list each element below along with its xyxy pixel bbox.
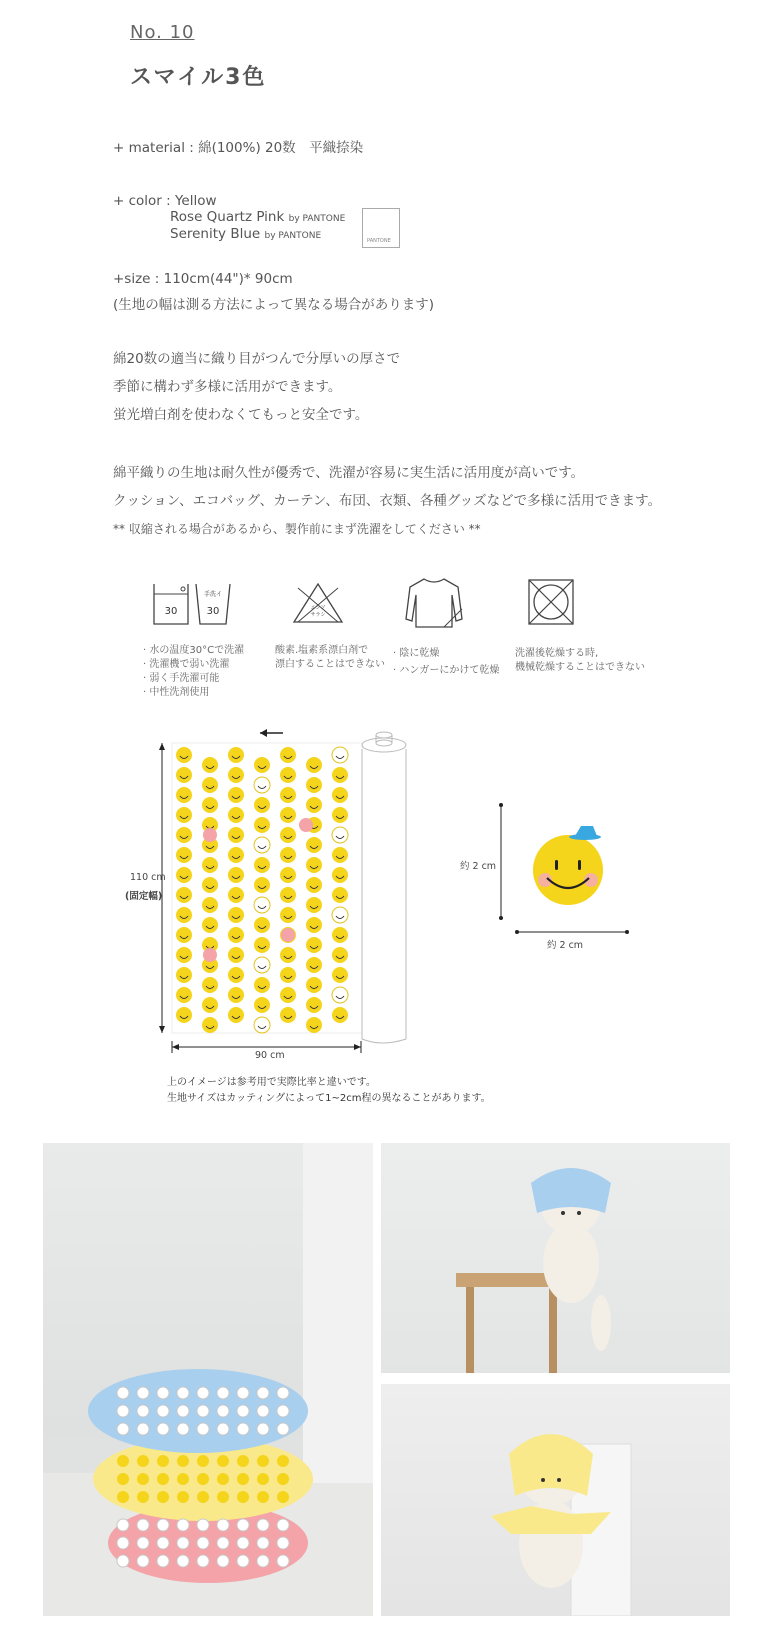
smiley-motif [332, 987, 348, 1003]
smiley-motif [332, 807, 348, 823]
bear-yellow-illustration [381, 1384, 730, 1616]
smiley-motif [202, 797, 218, 813]
smiley-motif [280, 987, 296, 1003]
hand-wash-temp-text: 30 [206, 606, 220, 617]
pantone-credit: by PANTONE [288, 214, 346, 224]
cushion-dot [157, 1491, 169, 1503]
pantone-logo: PANTONE [362, 208, 400, 248]
color-spec: + color : Yellow [113, 193, 217, 209]
smiley-motif [176, 807, 192, 823]
motif-height-label: 約 2 cm [460, 861, 497, 872]
smiley-motif [280, 887, 296, 903]
smiley-motif [280, 827, 296, 843]
smiley-motif [332, 827, 348, 843]
cushion-dot [117, 1423, 129, 1435]
description-block-1 [113, 345, 400, 429]
smiley-motif [332, 747, 348, 763]
cushion-dot [177, 1423, 189, 1435]
cushion-dot [217, 1423, 229, 1435]
cushion-dot [217, 1405, 229, 1417]
smiley-motif [280, 907, 296, 923]
cushion-dot [117, 1405, 129, 1417]
cushion-dot [277, 1423, 289, 1435]
cushion-dot [237, 1491, 249, 1503]
smiley-motif [176, 787, 192, 803]
smiley-motif [254, 937, 270, 953]
smiley-motif [254, 757, 270, 773]
smiley-motif [202, 1017, 218, 1033]
note-line: 生地サイズはカッティングによって1~2cm程の異なることがあります。 [167, 1093, 491, 1104]
cushion-dot [137, 1491, 149, 1503]
hang-dry-shade-icon [404, 575, 464, 631]
fixed-width-label: (固定幅) [125, 891, 163, 902]
smiley-motif [228, 947, 244, 963]
smiley-motif [176, 947, 192, 963]
care-caption-3: · 陰に乾燥 · ハンガーにかけて乾燥 [393, 648, 500, 676]
cushion-dot [197, 1387, 209, 1399]
cushion-dot [217, 1473, 229, 1485]
cushion-dot [137, 1519, 149, 1531]
cushion-dot [117, 1537, 129, 1549]
svg-text:サラシ: サラシ [310, 612, 326, 618]
cushion-dot [217, 1387, 229, 1399]
hand-wash-text: 手洗イ [203, 591, 223, 598]
smiley-motif [254, 777, 270, 793]
cushion-dot [257, 1537, 269, 1549]
bear-blue-illustration [381, 1143, 730, 1373]
smiley-motif [202, 997, 218, 1013]
wash-temp-text: 30 [164, 606, 178, 617]
smiley-motif [254, 857, 270, 873]
cushion-dot [177, 1473, 189, 1485]
reference-note [167, 1075, 491, 1107]
smiley-motif [306, 937, 322, 953]
motif-size-diagram [495, 800, 635, 940]
cushion-dot [157, 1519, 169, 1531]
smiley-motif [202, 877, 218, 893]
cushion-dot [197, 1555, 209, 1567]
description-line: ** 収縮される場合があるから、製作前にまず洗濯をしてください ** [113, 522, 481, 536]
cushion-dot [197, 1455, 209, 1467]
smiley-motif [306, 957, 322, 973]
cushion-dot [197, 1423, 209, 1435]
smiley-motif [228, 987, 244, 1003]
cushion-dot [177, 1555, 189, 1567]
smiley-motif [202, 917, 218, 933]
smiley-motif [202, 777, 218, 793]
smiley-motif [228, 887, 244, 903]
cushion-dot [157, 1423, 169, 1435]
care-caption-2: 酸素.塩素系漂白剤で 漂白することはできない [275, 645, 385, 670]
smiley-motif [280, 947, 296, 963]
cushion-dot [197, 1519, 209, 1531]
smiley-motif [332, 767, 348, 783]
smiley-motif [176, 967, 192, 983]
smiley-motif [332, 1007, 348, 1023]
material-spec: + material : 綿(100%) 20数 平織捺染 [113, 140, 364, 156]
cushion-dot [177, 1405, 189, 1417]
cushion-dot [257, 1473, 269, 1485]
no-bleach-icon [290, 580, 346, 626]
smiley-motif [306, 997, 322, 1013]
smiley-motif [306, 757, 322, 773]
smiley-motif [176, 767, 192, 783]
smiley-motif [254, 917, 270, 933]
smiley-motif [202, 757, 218, 773]
cushion-dot [237, 1519, 249, 1531]
cushion-dot [137, 1423, 149, 1435]
description-line: 綿平織りの生地は耐久性が優秀で、洗濯が容易に実生活に活用度が高いです。 [113, 465, 585, 481]
smiley-motif [332, 947, 348, 963]
smiley-motif [176, 987, 192, 1003]
smiley-motif [228, 787, 244, 803]
smiley-motif [228, 967, 244, 983]
smiley-motif [280, 967, 296, 983]
smiley-motif [254, 977, 270, 993]
smiley-motif [176, 927, 192, 943]
smiley-motif [306, 1017, 322, 1033]
smiley-motif [228, 807, 244, 823]
smiley-motif [280, 767, 296, 783]
smiley-motif [254, 797, 270, 813]
cushion-dot [237, 1537, 249, 1549]
cushion-dot [117, 1519, 129, 1531]
height-label: 110 cm [130, 872, 166, 883]
cushion-dot [137, 1455, 149, 1467]
smiley-motif [306, 797, 322, 813]
flower-motif [203, 948, 217, 962]
color-blue-label: Serenity Blue [170, 226, 261, 242]
smiley-motif [306, 857, 322, 873]
note-line: 上のイメージは参考用で実際比率と違いです。 [167, 1077, 376, 1088]
size-note: (生地の幅は測る方法によって異なる場合があります) [113, 297, 435, 313]
cushion-dot [237, 1387, 249, 1399]
no-tumble-dry-icon [527, 578, 575, 626]
smiley-motif [228, 767, 244, 783]
cushion-dot [137, 1405, 149, 1417]
cushion-dot [177, 1455, 189, 1467]
description-line: 蛍光増白剤を使わなくてもっと安全です。 [113, 407, 369, 423]
smiley-motif [254, 997, 270, 1013]
motif-width-label: 約 2 cm [547, 940, 584, 951]
smiley-motif [332, 907, 348, 923]
cushion-dot [237, 1455, 249, 1467]
cushion-dot [257, 1491, 269, 1503]
smiley-motif [176, 747, 192, 763]
cushion-dot [237, 1473, 249, 1485]
cushion-dot [257, 1423, 269, 1435]
cushion-dot [277, 1555, 289, 1567]
product-title: スマイル3色 [130, 65, 267, 90]
cushion-dot [177, 1387, 189, 1399]
smiley-motif [306, 897, 322, 913]
cushion-dot [277, 1491, 289, 1503]
smiley-motif [254, 817, 270, 833]
width-label: 90 cm [255, 1050, 285, 1061]
cushion-dot [237, 1405, 249, 1417]
cushion-dot [277, 1455, 289, 1467]
description-line: 季節に構わず多様に活用ができます。 [113, 379, 342, 395]
cushion-dot [257, 1519, 269, 1531]
product-number: No. 10 [130, 22, 195, 43]
care-caption-4: 洗濯後乾燥する時, 機械乾燥することはできない [515, 648, 645, 673]
smiley-motif [332, 847, 348, 863]
cushion-dot [137, 1555, 149, 1567]
cushion-dot [197, 1473, 209, 1485]
flower-motif [281, 928, 295, 942]
cushion-dot [157, 1555, 169, 1567]
cushion-dot [277, 1387, 289, 1399]
color-blue [170, 226, 321, 242]
cushion-dot [117, 1491, 129, 1503]
cushion-dot [217, 1519, 229, 1531]
smiley-motif [332, 787, 348, 803]
smiley-motif [280, 807, 296, 823]
smiley-motif [306, 917, 322, 933]
smiley-motif [280, 1007, 296, 1023]
cushion-dot [237, 1423, 249, 1435]
smiley-motif [228, 747, 244, 763]
cushion-dot [117, 1555, 129, 1567]
smiley-motif [228, 827, 244, 843]
smiley-motif [332, 887, 348, 903]
description-line: クッション、エコバッグ、カーテン、布団、衣類、各種グッズなどで多様に活用できます。 [113, 493, 662, 509]
smiley-motif [280, 867, 296, 883]
bear-blue-photo [381, 1143, 730, 1373]
smiley-motif [332, 967, 348, 983]
cushion-dot [217, 1537, 229, 1549]
smiley-motif [254, 1017, 270, 1033]
smiley-motif [228, 1007, 244, 1023]
cushion-stack-illustration [43, 1143, 373, 1616]
svg-text:エンソ: エンソ [310, 605, 326, 611]
cushion-dot [257, 1405, 269, 1417]
cushion-dot [277, 1519, 289, 1531]
smiley-motif [254, 897, 270, 913]
cushion-dot [137, 1473, 149, 1485]
smiley-motif [254, 837, 270, 853]
cushion-dot [217, 1555, 229, 1567]
care-caption-1: · 水の温度30°Cで洗濯 · 洗濯機で弱い洗濯 · 弱く手洗濯可能 · 中性洗剤使用 [143, 645, 245, 698]
smiley-motif [176, 907, 192, 923]
cushion-dot [217, 1455, 229, 1467]
smiley-motif [280, 787, 296, 803]
cushion-dot [277, 1537, 289, 1549]
smiley-motif [228, 867, 244, 883]
smiley-motif [228, 847, 244, 863]
smiley-motif [332, 867, 348, 883]
cushion-dot [197, 1405, 209, 1417]
cushion-dot [157, 1473, 169, 1485]
color-pink-label: Rose Quartz Pink [170, 209, 285, 225]
cushion-dot [137, 1387, 149, 1399]
smiley-motif [176, 887, 192, 903]
smiley-motif [280, 847, 296, 863]
cushion-dot [117, 1455, 129, 1467]
smiley-motif [228, 907, 244, 923]
description-line: 綿20数の適当に織り目がつんで分厚いの厚さで [113, 351, 401, 367]
flower-motif [299, 818, 313, 832]
smiley-motif [176, 867, 192, 883]
smiley-motif [228, 927, 244, 943]
wash-30-icon [150, 580, 240, 630]
smiley-motif [306, 877, 322, 893]
cushion-dot [257, 1387, 269, 1399]
smiley-motif [202, 897, 218, 913]
flower-motif [203, 828, 217, 842]
cushion-dot [177, 1491, 189, 1503]
smiley-motif [280, 747, 296, 763]
cushion-dot [117, 1473, 129, 1485]
cushion-dot [237, 1555, 249, 1567]
smiley-motif [202, 857, 218, 873]
smiley-motif [306, 837, 322, 853]
cushion-dot [157, 1387, 169, 1399]
smiley-motif [254, 877, 270, 893]
pantone-credit: by PANTONE [264, 231, 322, 241]
cushion-dot [157, 1455, 169, 1467]
cushion-dot [177, 1537, 189, 1549]
description-block-2 [113, 459, 661, 543]
cushion-dot [157, 1537, 169, 1549]
smiley-motif [332, 927, 348, 943]
smiley-motif [176, 847, 192, 863]
cushion-dot [177, 1519, 189, 1531]
cushion-dot [117, 1387, 129, 1399]
cushion-dot [197, 1537, 209, 1549]
cushion-dot [277, 1405, 289, 1417]
cushion-dot [217, 1491, 229, 1503]
smiley-motif [176, 827, 192, 843]
cushion-dot [137, 1537, 149, 1549]
smiley-motif [202, 977, 218, 993]
bear-yellow-photo [381, 1384, 730, 1616]
smiley-motif [306, 777, 322, 793]
smiley-motif [176, 1007, 192, 1023]
color-pink [170, 209, 345, 225]
smiley-motif [254, 957, 270, 973]
size-spec: +size : 110cm(44")* 90cm [113, 271, 293, 287]
cushion-dot [257, 1455, 269, 1467]
cushion-dot [157, 1405, 169, 1417]
cushion-dot [197, 1491, 209, 1503]
cushion-dot [277, 1473, 289, 1485]
cushion-dot [257, 1555, 269, 1567]
cushion-photo [43, 1143, 373, 1616]
smiley-motif [306, 977, 322, 993]
